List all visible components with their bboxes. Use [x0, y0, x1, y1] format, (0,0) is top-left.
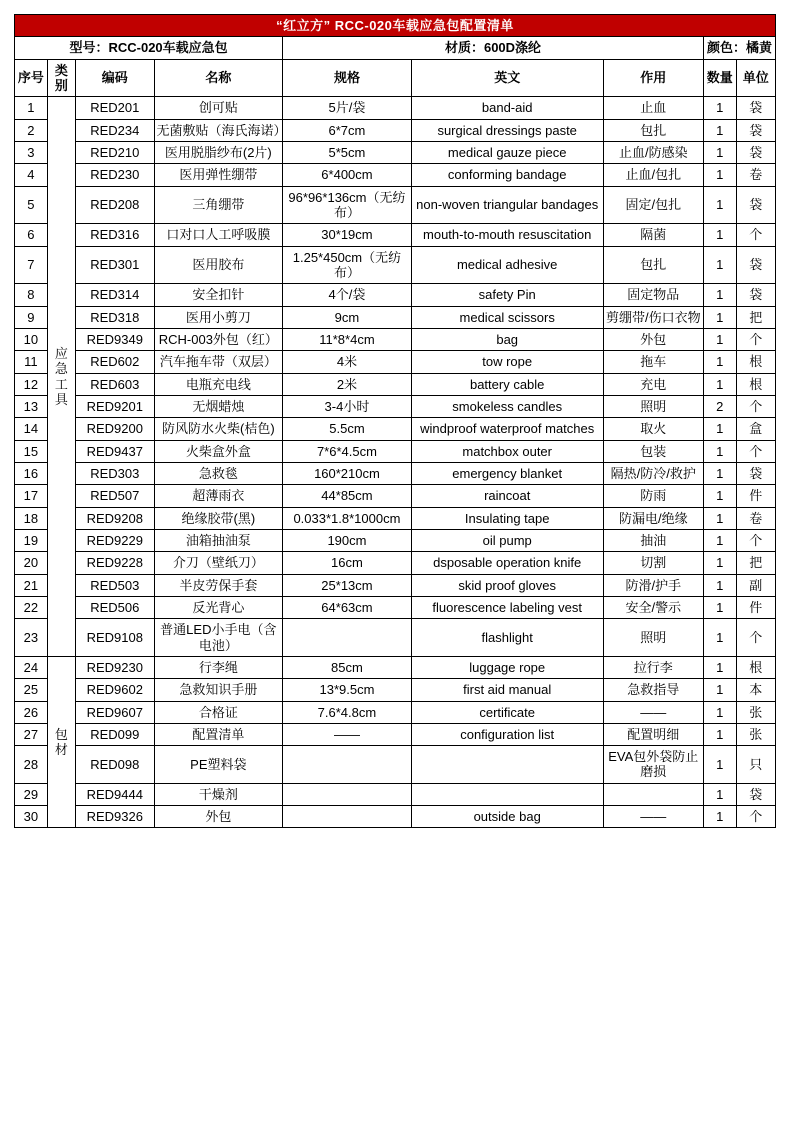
cell-code: RED9230: [76, 656, 154, 678]
cell-use: 止血: [603, 97, 703, 119]
cell-seq: 30: [15, 806, 48, 828]
cell-qty: 1: [703, 507, 736, 529]
cell-spec: 4个/袋: [283, 284, 412, 306]
cell-spec: 6*7cm: [283, 119, 412, 141]
cell-qty: 1: [703, 328, 736, 350]
cell-english: windproof waterproof matches: [411, 418, 603, 440]
cell-code: RED9228: [76, 552, 154, 574]
cell-name: 油箱抽油泵: [154, 529, 283, 551]
cell-code: RED506: [76, 596, 154, 618]
table-row: [15, 395, 776, 417]
cell-qty: 1: [703, 746, 736, 784]
cell-use: 取火: [603, 418, 703, 440]
cell-code: RED9200: [76, 418, 154, 440]
cell-spec: 64*63cm: [283, 596, 412, 618]
cell-english: dsposable operation knife: [411, 552, 603, 574]
cell-english: [411, 746, 603, 784]
header-qty: 数量: [703, 59, 736, 97]
table-row: [15, 701, 776, 723]
cell-spec: [283, 806, 412, 828]
table-header-row: [15, 59, 776, 97]
cell-seq: 17: [15, 485, 48, 507]
cell-spec: 96*96*136cm（无纺布）: [283, 186, 412, 224]
cell-unit: 张: [736, 701, 775, 723]
cell-english: luggage rope: [411, 656, 603, 678]
cell-english: medical adhesive: [411, 246, 603, 284]
cell-use: ——: [603, 806, 703, 828]
cell-english: band-aid: [411, 97, 603, 119]
cell-unit: 只: [736, 746, 775, 784]
cell-spec: 13*9.5cm: [283, 679, 412, 701]
cell-english: smokeless candles: [411, 395, 603, 417]
cell-unit: 袋: [736, 97, 775, 119]
cell-english: tow rope: [411, 351, 603, 373]
table-row: [15, 507, 776, 529]
table-row: [15, 596, 776, 618]
cell-unit: 件: [736, 596, 775, 618]
table-row: [15, 306, 776, 328]
cell-use: 包扎: [603, 119, 703, 141]
cell-unit: 个: [736, 529, 775, 551]
cell-unit: 根: [736, 351, 775, 373]
cell-code: RED9437: [76, 440, 154, 462]
cell-name: PE塑料袋: [154, 746, 283, 784]
table-row: [15, 440, 776, 462]
cell-code: RED9444: [76, 783, 154, 805]
cell-qty: 1: [703, 164, 736, 186]
cell-unit: 根: [736, 373, 775, 395]
cell-name: 口对口人工呼吸膜: [154, 224, 283, 246]
cell-unit: 袋: [736, 246, 775, 284]
cell-code: RED318: [76, 306, 154, 328]
cell-unit: 个: [736, 328, 775, 350]
cell-code: RED9349: [76, 328, 154, 350]
cell-unit: 本: [736, 679, 775, 701]
cell-code: RED230: [76, 164, 154, 186]
cell-seq: 8: [15, 284, 48, 306]
cell-qty: 1: [703, 284, 736, 306]
cell-spec: [283, 619, 412, 657]
cell-code: RED9607: [76, 701, 154, 723]
cell-english: oil pump: [411, 529, 603, 551]
table-row: [15, 656, 776, 678]
cell-seq: 26: [15, 701, 48, 723]
cell-english: battery cable: [411, 373, 603, 395]
cell-name: 配置清单: [154, 723, 283, 745]
cell-name: 半皮劳保手套: [154, 574, 283, 596]
cell-seq: 9: [15, 306, 48, 328]
table-row: [15, 574, 776, 596]
cell-unit: 盒: [736, 418, 775, 440]
cell-name: 火柴盒外盒: [154, 440, 283, 462]
cell-code: RED301: [76, 246, 154, 284]
cell-spec: 4米: [283, 351, 412, 373]
cell-unit: 个: [736, 395, 775, 417]
cell-unit: 袋: [736, 186, 775, 224]
cell-use: 外包: [603, 328, 703, 350]
cell-spec: 5.5cm: [283, 418, 412, 440]
cell-use: 抽油: [603, 529, 703, 551]
cell-spec: 7*6*4.5cm: [283, 440, 412, 462]
cell-use: 止血/包扎: [603, 164, 703, 186]
cell-seq: 16: [15, 462, 48, 484]
cell-unit: 袋: [736, 783, 775, 805]
cell-name: 医用弹性绷带: [154, 164, 283, 186]
cell-qty: 1: [703, 485, 736, 507]
material-cell: 材质：600D涤纶: [283, 37, 704, 59]
cell-spec: 2米: [283, 373, 412, 395]
cell-use: 包扎: [603, 246, 703, 284]
cell-name: RCH-003外包（红）: [154, 328, 283, 350]
cell-code: RED314: [76, 284, 154, 306]
cell-name: 绝缘胶带(黑): [154, 507, 283, 529]
table-row: [15, 328, 776, 350]
table-row: [15, 679, 776, 701]
cell-seq: 20: [15, 552, 48, 574]
cell-unit: 卷: [736, 164, 775, 186]
cell-name: 安全扣针: [154, 284, 283, 306]
header-english: 英文: [411, 59, 603, 97]
cell-english: certificate: [411, 701, 603, 723]
packing-list-table: [14, 14, 776, 828]
cell-use: EVA包外袋防止磨损: [603, 746, 703, 784]
cell-seq: 28: [15, 746, 48, 784]
cell-spec: 0.033*1.8*1000cm: [283, 507, 412, 529]
cell-category: 包 材: [47, 656, 75, 828]
header-category: 类别: [47, 59, 75, 97]
cell-code: RED9326: [76, 806, 154, 828]
cell-unit: 袋: [736, 284, 775, 306]
cell-english: Insulating tape: [411, 507, 603, 529]
cell-code: RED9602: [76, 679, 154, 701]
cell-name: 急救毯: [154, 462, 283, 484]
table-row: [15, 141, 776, 163]
cell-name: 创可贴: [154, 97, 283, 119]
cell-qty: 1: [703, 186, 736, 224]
cell-unit: 根: [736, 656, 775, 678]
cell-spec: 6*400cm: [283, 164, 412, 186]
cell-unit: 张: [736, 723, 775, 745]
table-row: [15, 119, 776, 141]
cell-qty: 1: [703, 574, 736, 596]
cell-qty: 1: [703, 596, 736, 618]
cell-spec: 190cm: [283, 529, 412, 551]
table-row: [15, 164, 776, 186]
cell-unit: 袋: [736, 141, 775, 163]
cell-name: 反光背心: [154, 596, 283, 618]
cell-use: ——: [603, 701, 703, 723]
cell-english: skid proof gloves: [411, 574, 603, 596]
table-row: [15, 224, 776, 246]
table-row: [15, 246, 776, 284]
cell-name: 干燥剂: [154, 783, 283, 805]
cell-english: bag: [411, 328, 603, 350]
cell-qty: 1: [703, 701, 736, 723]
cell-qty: 1: [703, 806, 736, 828]
cell-seq: 4: [15, 164, 48, 186]
cell-english: surgical dressings paste: [411, 119, 603, 141]
cell-code: RED303: [76, 462, 154, 484]
cell-use: 止血/防感染: [603, 141, 703, 163]
header-name: 名称: [154, 59, 283, 97]
cell-code: RED9201: [76, 395, 154, 417]
cell-seq: 27: [15, 723, 48, 745]
cell-seq: 5: [15, 186, 48, 224]
cell-seq: 23: [15, 619, 48, 657]
cell-spec: 3-4小时: [283, 395, 412, 417]
table-row: [15, 186, 776, 224]
cell-unit: 把: [736, 306, 775, 328]
cell-name: 医用小剪刀: [154, 306, 283, 328]
cell-seq: 29: [15, 783, 48, 805]
cell-english: raincoat: [411, 485, 603, 507]
cell-code: RED234: [76, 119, 154, 141]
cell-english: outside bag: [411, 806, 603, 828]
cell-spec: 44*85cm: [283, 485, 412, 507]
cell-spec: 16cm: [283, 552, 412, 574]
cell-english: first aid manual: [411, 679, 603, 701]
cell-spec: 11*8*4cm: [283, 328, 412, 350]
cell-name: 急救知识手册: [154, 679, 283, 701]
cell-name: 行李绳: [154, 656, 283, 678]
cell-seq: 12: [15, 373, 48, 395]
table-row: [15, 284, 776, 306]
cell-english: non-woven triangular bandages: [411, 186, 603, 224]
cell-name: 三角绷带: [154, 186, 283, 224]
cell-seq: 3: [15, 141, 48, 163]
cell-use: 防滑/护手: [603, 574, 703, 596]
model-cell: 型号：RCC-020车载应急包: [15, 37, 283, 59]
cell-seq: 10: [15, 328, 48, 350]
cell-qty: 1: [703, 679, 736, 701]
table-row: [15, 723, 776, 745]
table-row: [15, 552, 776, 574]
cell-qty: 1: [703, 656, 736, 678]
cell-code: RED210: [76, 141, 154, 163]
cell-code: RED316: [76, 224, 154, 246]
cell-use: 拉行李: [603, 656, 703, 678]
cell-spec: 85cm: [283, 656, 412, 678]
cell-english: medical scissors: [411, 306, 603, 328]
table-row: [15, 783, 776, 805]
cell-spec: 30*19cm: [283, 224, 412, 246]
cell-qty: 1: [703, 224, 736, 246]
cell-qty: 1: [703, 552, 736, 574]
table-row: [15, 529, 776, 551]
cell-english: flashlight: [411, 619, 603, 657]
cell-use: 切割: [603, 552, 703, 574]
cell-seq: 2: [15, 119, 48, 141]
cell-unit: 把: [736, 552, 775, 574]
cell-name: 超薄雨衣: [154, 485, 283, 507]
table-row: [15, 619, 776, 657]
cell-use: 包装: [603, 440, 703, 462]
cell-name: 介刀（壁纸刀）: [154, 552, 283, 574]
cell-unit: 袋: [736, 462, 775, 484]
cell-use: [603, 783, 703, 805]
cell-name: 汽车拖车带（双层）: [154, 351, 283, 373]
cell-qty: 1: [703, 119, 736, 141]
cell-spec: [283, 783, 412, 805]
product-info-row: [15, 37, 776, 59]
cell-qty: 1: [703, 619, 736, 657]
cell-seq: 1: [15, 97, 48, 119]
cell-spec: 5片/袋: [283, 97, 412, 119]
cell-code: RED9108: [76, 619, 154, 657]
cell-use: 照明: [603, 395, 703, 417]
table-row: [15, 418, 776, 440]
cell-seq: 18: [15, 507, 48, 529]
page-title: “红立方” RCC-020车载应急包配置清单: [15, 15, 776, 37]
cell-spec: 9cm: [283, 306, 412, 328]
cell-code: RED503: [76, 574, 154, 596]
cell-english: medical gauze piece: [411, 141, 603, 163]
cell-seq: 13: [15, 395, 48, 417]
cell-use: 安全/警示: [603, 596, 703, 618]
cell-use: 配置明细: [603, 723, 703, 745]
cell-seq: 19: [15, 529, 48, 551]
cell-unit: 副: [736, 574, 775, 596]
cell-unit: 件: [736, 485, 775, 507]
cell-use: 防雨: [603, 485, 703, 507]
cell-unit: 个: [736, 619, 775, 657]
cell-code: RED9208: [76, 507, 154, 529]
header-code: 编码: [76, 59, 154, 97]
cell-spec: ——: [283, 723, 412, 745]
cell-seq: 24: [15, 656, 48, 678]
cell-name: 普通LED小手电（含电池）: [154, 619, 283, 657]
cell-code: RED603: [76, 373, 154, 395]
document-title-row: [15, 15, 776, 37]
table-row: [15, 746, 776, 784]
color-cell: 颜色：橘黄: [703, 37, 775, 59]
cell-seq: 14: [15, 418, 48, 440]
cell-use: 拖车: [603, 351, 703, 373]
cell-code: RED098: [76, 746, 154, 784]
cell-spec: 160*210cm: [283, 462, 412, 484]
header-use: 作用: [603, 59, 703, 97]
cell-name: 医用胶布: [154, 246, 283, 284]
cell-use: 急救指导: [603, 679, 703, 701]
cell-use: 充电: [603, 373, 703, 395]
cell-qty: 1: [703, 418, 736, 440]
cell-name: 防风防水火柴(桔色): [154, 418, 283, 440]
cell-use: 剪绷带/伤口衣物: [603, 306, 703, 328]
header-spec: 规格: [283, 59, 412, 97]
cell-name: 医用脱脂纱布(2片): [154, 141, 283, 163]
cell-seq: 11: [15, 351, 48, 373]
cell-qty: 1: [703, 440, 736, 462]
cell-qty: 2: [703, 395, 736, 417]
cell-name: 电瓶充电线: [154, 373, 283, 395]
cell-qty: 1: [703, 529, 736, 551]
cell-english: mouth-to-mouth resuscitation: [411, 224, 603, 246]
cell-english: conforming bandage: [411, 164, 603, 186]
cell-name: 外包: [154, 806, 283, 828]
cell-qty: 1: [703, 351, 736, 373]
cell-code: RED208: [76, 186, 154, 224]
cell-seq: 15: [15, 440, 48, 462]
header-unit: 单位: [736, 59, 775, 97]
cell-english: matchbox outer: [411, 440, 603, 462]
cell-seq: 21: [15, 574, 48, 596]
cell-qty: 1: [703, 723, 736, 745]
cell-english: fluorescence labeling vest: [411, 596, 603, 618]
cell-code: RED602: [76, 351, 154, 373]
cell-seq: 6: [15, 224, 48, 246]
cell-name: 无烟蜡烛: [154, 395, 283, 417]
table-row: [15, 462, 776, 484]
table-row: [15, 97, 776, 119]
cell-qty: 1: [703, 783, 736, 805]
cell-unit: 卷: [736, 507, 775, 529]
cell-spec: 1.25*450cm（无纺布）: [283, 246, 412, 284]
cell-unit: 个: [736, 224, 775, 246]
table-row: [15, 806, 776, 828]
cell-use: 隔菌: [603, 224, 703, 246]
header-seq: 序号: [15, 59, 48, 97]
cell-qty: 1: [703, 462, 736, 484]
cell-use: 防漏电/绝缘: [603, 507, 703, 529]
cell-spec: 25*13cm: [283, 574, 412, 596]
cell-spec: 5*5cm: [283, 141, 412, 163]
cell-unit: 袋: [736, 119, 775, 141]
cell-seq: 22: [15, 596, 48, 618]
cell-use: 固定/包扎: [603, 186, 703, 224]
cell-english: safety Pin: [411, 284, 603, 306]
cell-english: configuration list: [411, 723, 603, 745]
cell-qty: 1: [703, 141, 736, 163]
cell-code: RED099: [76, 723, 154, 745]
cell-name: 合格证: [154, 701, 283, 723]
table-row: [15, 351, 776, 373]
cell-use: 固定物品: [603, 284, 703, 306]
cell-seq: 7: [15, 246, 48, 284]
cell-unit: 个: [736, 806, 775, 828]
cell-qty: 1: [703, 373, 736, 395]
cell-seq: 25: [15, 679, 48, 701]
cell-use: 照明: [603, 619, 703, 657]
cell-spec: [283, 746, 412, 784]
cell-spec: 7.6*4.8cm: [283, 701, 412, 723]
cell-code: RED201: [76, 97, 154, 119]
cell-code: RED507: [76, 485, 154, 507]
cell-qty: 1: [703, 97, 736, 119]
cell-unit: 个: [736, 440, 775, 462]
table-row: [15, 373, 776, 395]
cell-use: 隔热/防冷/救护: [603, 462, 703, 484]
cell-qty: 1: [703, 246, 736, 284]
cell-english: [411, 783, 603, 805]
cell-category: 应 急 工 具: [47, 97, 75, 657]
cell-qty: 1: [703, 306, 736, 328]
cell-code: RED9229: [76, 529, 154, 551]
cell-english: emergency blanket: [411, 462, 603, 484]
cell-name: 无菌敷贴（海氏海诺）: [154, 119, 283, 141]
table-row: [15, 485, 776, 507]
